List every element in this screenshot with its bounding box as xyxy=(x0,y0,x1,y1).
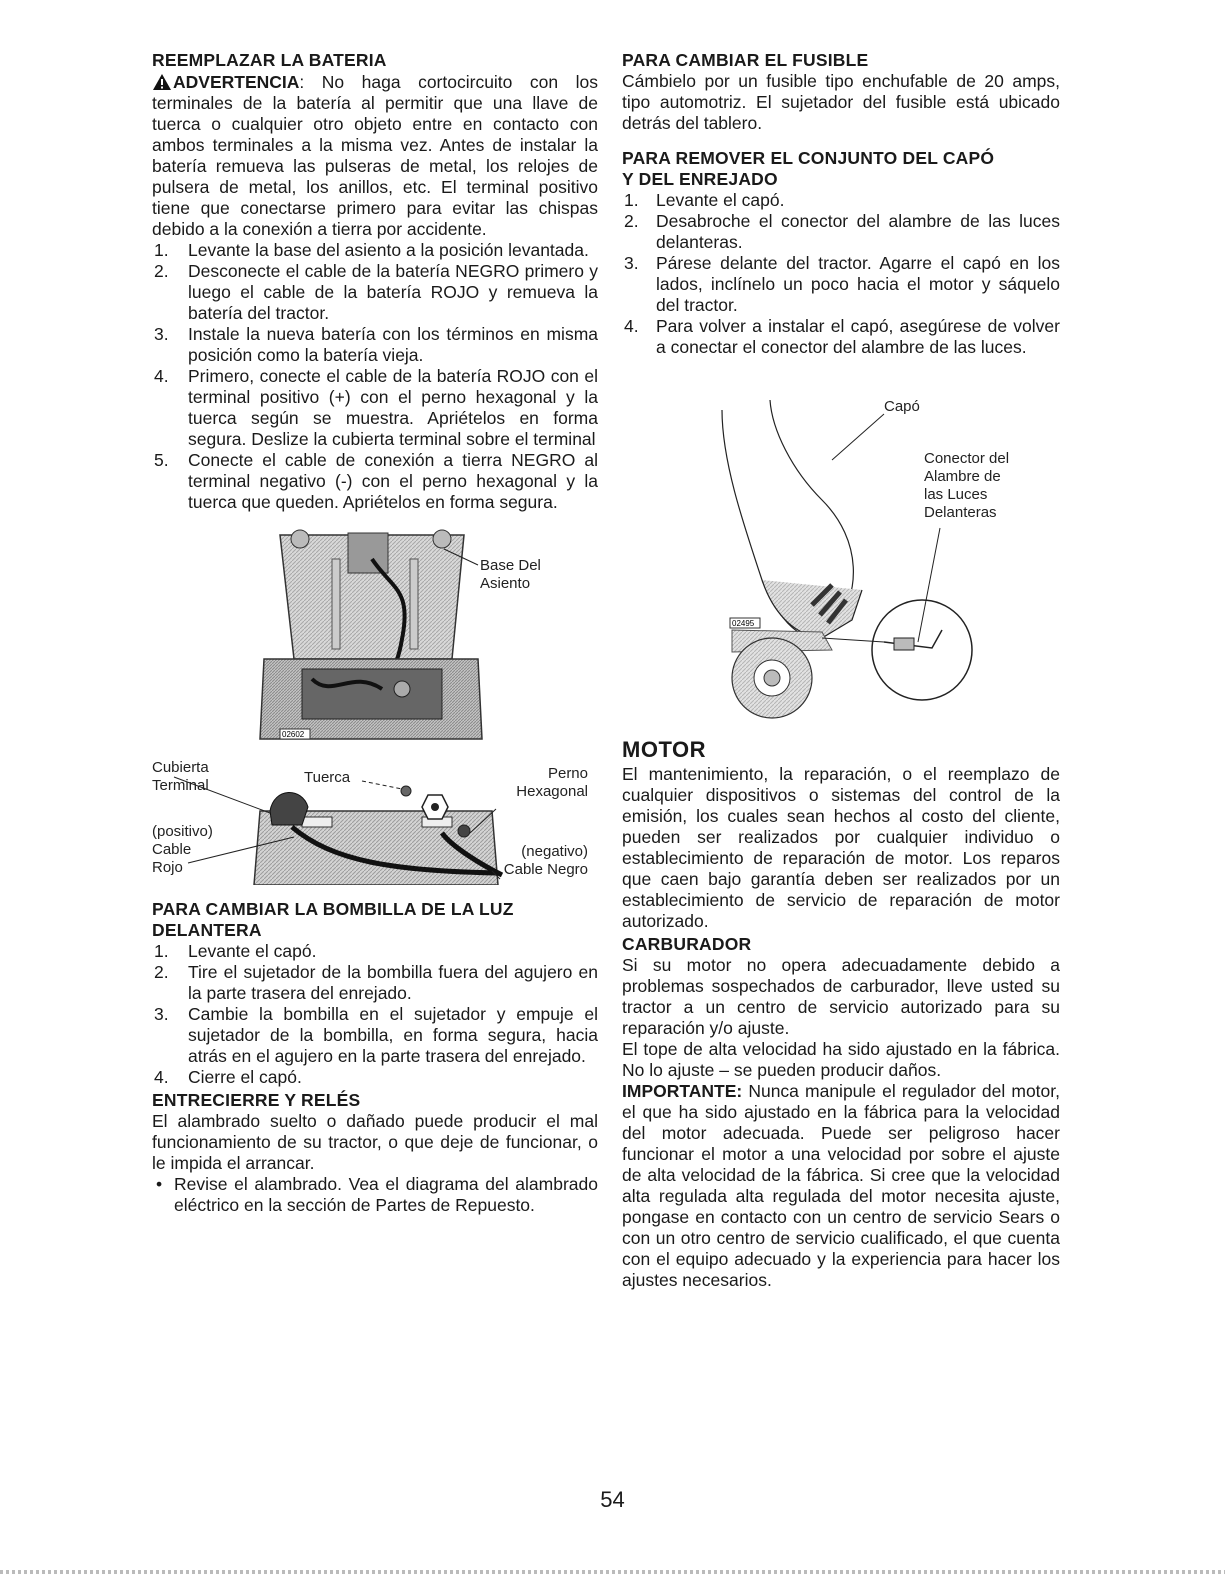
page-number: 54 xyxy=(600,1487,625,1512)
relays-text: El alambrado suelto o dañado puede producir el mal funcionamiento de su tractor, o que deje de funcionar, o le impida el arrancar. xyxy=(152,1111,598,1173)
battery-terminal-figure xyxy=(152,751,598,885)
relays-title: ENTRECIERRE Y RELÉS xyxy=(152,1090,361,1110)
list-item: 4. Cierre el capó. xyxy=(154,1067,302,1087)
battery-steps xyxy=(152,240,598,513)
list-item: 4. Para volver a instalar el capó, asegúrese de volver a conectar el conector del alambre de las luces. xyxy=(624,316,1060,357)
list-item: 5. Conecte el cable de conexión a tierra NEGRO al terminal negativo (-) con el perno hexagonal y la tuerca que queden. Apriételos en forma segura. xyxy=(154,450,598,512)
carb-text-1: Si su motor no opera adecuadamente debido a problemas sospechados de carburador, lleve usted su tractor a un centro de servicio autorizado para su reparación y/o ajuste. xyxy=(622,955,1060,1038)
list-item: 2. Tire el sujetador de la bombilla fuera del agujero en la parte trasera del enrejado. xyxy=(154,962,598,1003)
hood-figure xyxy=(622,380,1060,740)
list-item: • Revise el alambrado. Vea el diagrama del alambrado eléctrico en la sección de Partes de Repuesto. xyxy=(156,1174,598,1215)
hood-fig-code: 02495 xyxy=(732,619,755,628)
list-item: 1. Levante el capó. xyxy=(624,190,785,210)
warning-label: ADVERTENCIA xyxy=(173,72,300,92)
carb-important xyxy=(622,1081,1060,1291)
cubierta-terminal-label: Cubierta Terminal xyxy=(152,759,209,794)
warning-icon xyxy=(152,73,172,91)
hood-title: PARA REMOVER EL CONJUNTO DEL CAPÓ Y DEL ENREJADO xyxy=(622,148,995,189)
carb-text-2: El tope de alta velocidad ha sido ajustado en la fábrica. No lo ajuste – se pueden producir daños. xyxy=(622,1039,1060,1080)
relays-bullets xyxy=(152,1174,598,1216)
important-text: Nunca manipule el regulador del motor, el que ha sido ajustado en la fábrica para la velocidad del motor adecuada. Puede ser peligroso hacer funcionar el motor a una velocidad por sobre el ajuste de alta velocidad de la fábrica. Si cree que la velocidad alta regulada alta regulada del motor necesita ajuste, pongase en contacto con un centro de servicio Sears o con un otro centro de servicio cualificado, el que cuenta con el equipo adecuado y la experiencia para hacer los ajustes necesarios. xyxy=(622,1081,1060,1290)
list-item: 3. Cambie la bombilla en el sujetador y empuje el sujetador de la bombilla, en forma segura, hacia atrás en el agujero en la parte trasera del enrejado. xyxy=(154,1004,598,1066)
base-asiento-label: Base Del Asiento xyxy=(480,557,541,592)
warning-text: : No haga cortocircuito con los terminales de la batería al permitir que una llave de tuerca o cualquier otro objeto entre en contacto con ambos terminales a la misma vez. Antes de instalar la batería remueva las pulseras de metal, los relojes de pulsera de metal, los anillos, etc. El terminal positivo tiene que conectarse primero para evitar las chispas debido a la conexión a tierra por accidente. xyxy=(152,72,598,239)
fuse-title: PARA CAMBIAR EL FUSIBLE xyxy=(622,50,869,70)
fuse-text: Cámbielo por un fusible tipo enchufable de 20 amps, tipo automotriz. El sujetador del fusible está ubicado detrás del tablero. xyxy=(622,71,1060,133)
seat-base-figure xyxy=(152,529,598,751)
hood-illustration xyxy=(622,380,1060,740)
conector-label: Conector del Alambre de las Luces Delanteras xyxy=(924,450,1010,521)
list-item: 3. Instale la nueva batería con los términos en misma posición como la batería vieja. xyxy=(154,324,598,365)
right-column xyxy=(622,50,1060,1291)
bulb-title: PARA CAMBIAR LA BOMBILLA DE LA LUZ DELANTERA xyxy=(152,899,514,940)
battery-warning xyxy=(152,72,598,240)
motor-title: MOTOR xyxy=(622,737,706,762)
battery-title: REEMPLAZAR LA BATERIA xyxy=(152,50,387,70)
bulb-steps xyxy=(152,941,598,1088)
tuerca-label: Tuerca xyxy=(304,769,351,786)
hood-steps xyxy=(622,190,1060,358)
important-label: IMPORTANTE: xyxy=(622,1081,743,1101)
list-item: 2. Desconecte el cable de la batería NEGRO primero y luego el cable de la batería ROJO y remueva la batería del tractor. xyxy=(154,261,598,323)
cable-negro-label: (negativo) Cable Negro xyxy=(503,843,588,878)
cable-rojo-label: (positivo) Cable Rojo xyxy=(152,823,213,876)
fig1-code: 02602 xyxy=(282,730,305,739)
carb-title: CARBURADOR xyxy=(622,934,752,954)
left-column xyxy=(152,50,598,1216)
list-item: 4. Primero, conecte el cable de la batería ROJO con el terminal positivo (+) con el perno hexagonal y la tuerca según se muestra. Apriételos en forma segura. Deslize la cubierta terminal sobre el terminal xyxy=(154,366,598,449)
list-item: 3. Párese delante del tractor. Agarre el capó en los lados, inclínelo un poco hacia el motor y sáquelo del tractor. xyxy=(624,253,1060,315)
perno-hexagonal-label: Perno Hexagonal xyxy=(516,765,588,800)
list-item: 1. Levante el capó. xyxy=(154,941,317,961)
scan-edge xyxy=(0,1570,1225,1574)
capo-label: Capó xyxy=(884,398,920,415)
motor-text: El mantenimiento, la reparación, o el reemplazo de cualquier dispositivos o sistemas del control de la emisión, los cuales sean hechos al costo del cliente, pueden ser realizados por cualquier individuo o establecimiento de reparación de motor. Los reparos que caen bajo garantía deben ser realizados por un establecimiento de servicio de reparación de motor autorizado. xyxy=(622,764,1060,931)
list-item: 1. Levante la base del asiento a la posición levantada. xyxy=(154,240,589,260)
list-item: 2. Desabroche el conector del alambre de las luces delanteras. xyxy=(624,211,1060,252)
